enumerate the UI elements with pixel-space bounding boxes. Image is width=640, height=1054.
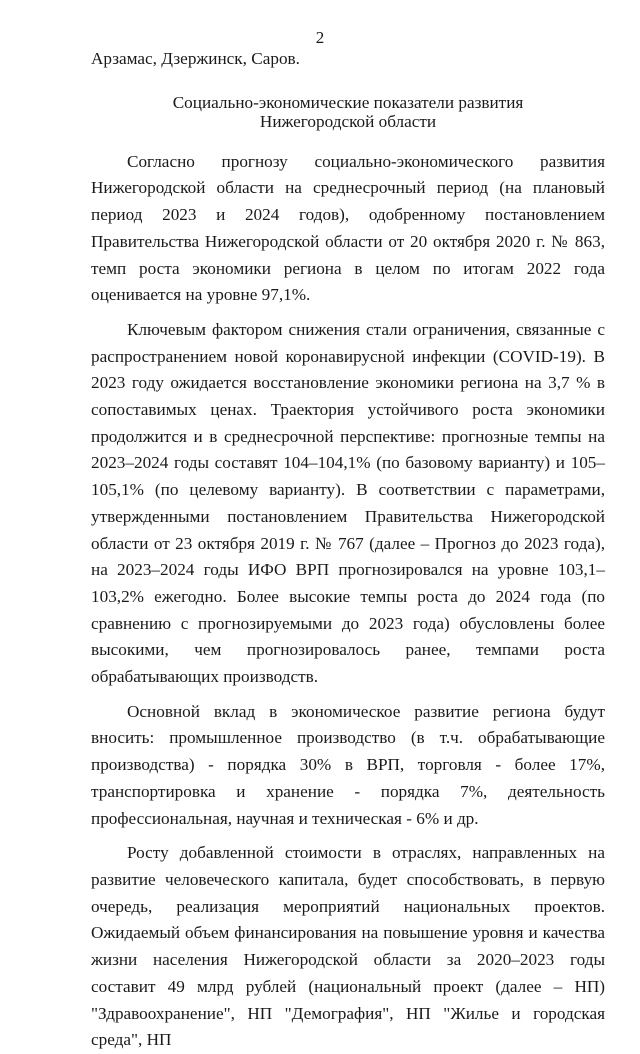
page-number: 2 (315, 28, 325, 47)
continuation-line: Арзамас, Дзержинск, Саров. (91, 49, 300, 68)
document-body (91, 46, 605, 1054)
section-heading-line-2: Нижегородской области (259, 111, 437, 131)
paragraph-key-factor: Ключевым фактором снижения стали ограничения, связанные с распространением новой коронавирусной инфекции (COVID-19). В 2023 году ожидается восстановление экономики региона на 3,7 % в сопоставимых ценах. Траектория устойчивого роста экономики продолжится и в среднесрочной перспективе: прогнозные темпы на 2023–2024 годы составят 104–104,1% (по базовому варианту) и 105–105,1% (по целевому варианту). В соответствии с параметрами, утвержденными постановлением Правительства Нижегородской области от 23 октября 2019 г. № 767 (далее – Прогноз до 2023 года), на 2023–2024 годы ИФО ВРП прогнозировался на уровне 103,1–103,2% ежегодно. Более высокие темпы роста до 2024 года (по сравнению с прогнозируемыми до 2023 года) обусловлены более высокими, чем прогнозировалось ранее, темпами роста обрабатывающих производств. (91, 319, 605, 687)
section-heading-line-1: Социально-экономические показатели развития (172, 92, 524, 112)
paragraph-forecast: Согласно прогнозу социально-экономического развития Нижегородской области на среднесрочный период (на плановый период 2023 и 2024 годов), одобренному постановлением Правительства Нижегородской области от 20 октября 2020 г. № 863, темп роста экономики региона в целом по итогам 2022 года оценивается на уровне 97,1%. (91, 151, 605, 305)
paragraph-human-capital: Росту добавленной стоимости в отраслях, направленных на развитие человеческого капитала, будет способствовать, в первую очередь, реализация мероприятий национальных проектов. Ожидаемый объем финансирования на повышение уровня и качества жизни населения Нижегородской области за 2020–2023 годы составит 49 млрд рублей (национальный проект (далее – НП) "Здравоохранение", НП "Демография", НП "Жилье и городская среда", НП (91, 843, 605, 1050)
paragraph-main-contribution: Основной вклад в экономическое развитие региона будут вносить: промышленное производство (в т.ч. обрабатывающие производства) - порядка 30% в ВРП, торговля - более 17%, транспортировка и хранение - порядка 7%, деятельность профессиональная, научная и техническая - 6% и др. (91, 701, 605, 828)
section-heading (91, 93, 605, 131)
